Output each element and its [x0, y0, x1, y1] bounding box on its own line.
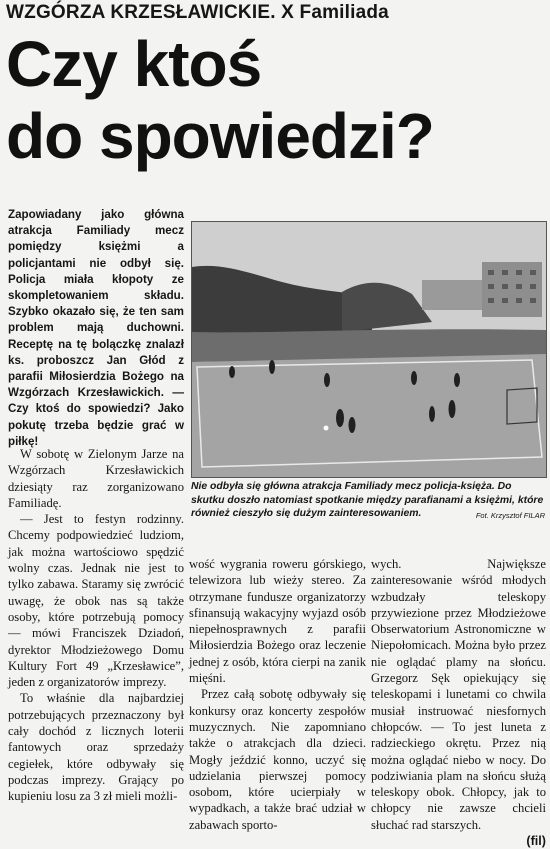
article-lead: Zapowiadany jako główna atrakcja Familiady mecz pomiędzy księżmi a policjantami nie odbył się. Policja miała kłopoty ze skompletowaniem składu. Szybko okazało się, że ten sam problem mają duchowni. Receptę na tę bolączkę znalazł ks. proboszcz Jan Głód z parafii Miłosierdzia Bożego na Wzgórzach Krzesławickich. — Czy ktoś do spowiedzi? Jako pokutę trzeba będzie grać w piłkę! — [8, 208, 184, 448]
paragraph: wych. Największe zainteresowanie wśród młodych wzbudzały teleskopy przywiezione przez Młodzieżowe Obserwatorium Astronomiczne w Niepołomicach. Można było przez nie oglądać plamy na słońcu. Grzegorz Sęk opiekujący się teleskopami i lunetami co chwila musiał instruować niesfornych chłopców. — To jest luneta z radzieckiego okrętu. Przez nią można oglądać niebo w nocy. Do podziwiania plam na słońcu służą teleskopy obok. Chłopcy, jak to chłopcy nie zawsze chcieli słuchać rad starszych. — [371, 557, 546, 832]
photo-caption — [191, 480, 545, 523]
body-column-2 — [189, 556, 366, 833]
paragraph: wość wygrania roweru górskiego, telewizora lub wieży stereo. Za otrzymane fundusze organizatorzy sfinansują wakacyjny wyjazd osób niepełnosprawnych z parafii Miłosierdzia Bożego oraz leczenie jednej z osób, która cierpi na zanik mięśni. — [189, 557, 366, 686]
article-headline — [6, 28, 546, 172]
caption-text: Nie odbyła się główna atrakcja Familiady mecz policja-księża. Do skutku doszło natomiast spotkanie między parafianami a księżmi, które również cieszyło się dużym zainteresowaniem. — [191, 481, 544, 520]
body-column-1 — [8, 446, 184, 805]
photo-credit: Fot. Krzysztof FILAR — [475, 511, 545, 521]
paragraph: — Jest to festyn rodzinny. Chcemy podpowiedzieć ludziom, jak można wartościowo spędzić wolny czas. Jednak nie jest to tylko zabawa. Staramy się zwrócić uwagę, że obok nas są także osoby, które potrzebują pomocy — mówi Franciszek Dziadoń, dyrektor Młodzieżowego Domu Kultury Fort 49 „Krzesławice”, jeden z organizatorów imprezy. — [8, 512, 184, 690]
article-photo — [191, 221, 547, 478]
paragraph: W sobotę w Zielonym Jarze na Wzgórzach Krzesławickich dziesiąty raz zorganizowano Familiadę. — [8, 447, 184, 510]
headline-line-1: Czy ktoś — [6, 28, 262, 100]
headline-line-2: do spowiedzi? — [6, 100, 434, 172]
football-pitch-photo — [192, 222, 546, 477]
paragraph: Przez całą sobotę odbywały się konkursy oraz koncerty zespołów muzycznych. Nie zapomniano także o atrakcjach dla dzieci. Mogły jeździć konno, uczyć się udzielania pierwszej pomocy osobom, które ucierpiały w wypadkach, a także brać udział w zabawach sporto- — [189, 687, 366, 832]
body-column-3 — [371, 556, 546, 849]
section-kicker: WZGÓRZA KRZESŁAWICKIE. X Familiada — [6, 2, 389, 23]
author-signature: (fil) — [526, 834, 546, 849]
paragraph: To właśnie dla najbardziej potrzebujących przeznaczony był cały dochód z licznych loterii fantowych oraz sprzedaży cegiełek, które odbywały się podczas imprezy. Grający po kupieniu losu za 3 zł mieli możli- — [8, 691, 184, 804]
